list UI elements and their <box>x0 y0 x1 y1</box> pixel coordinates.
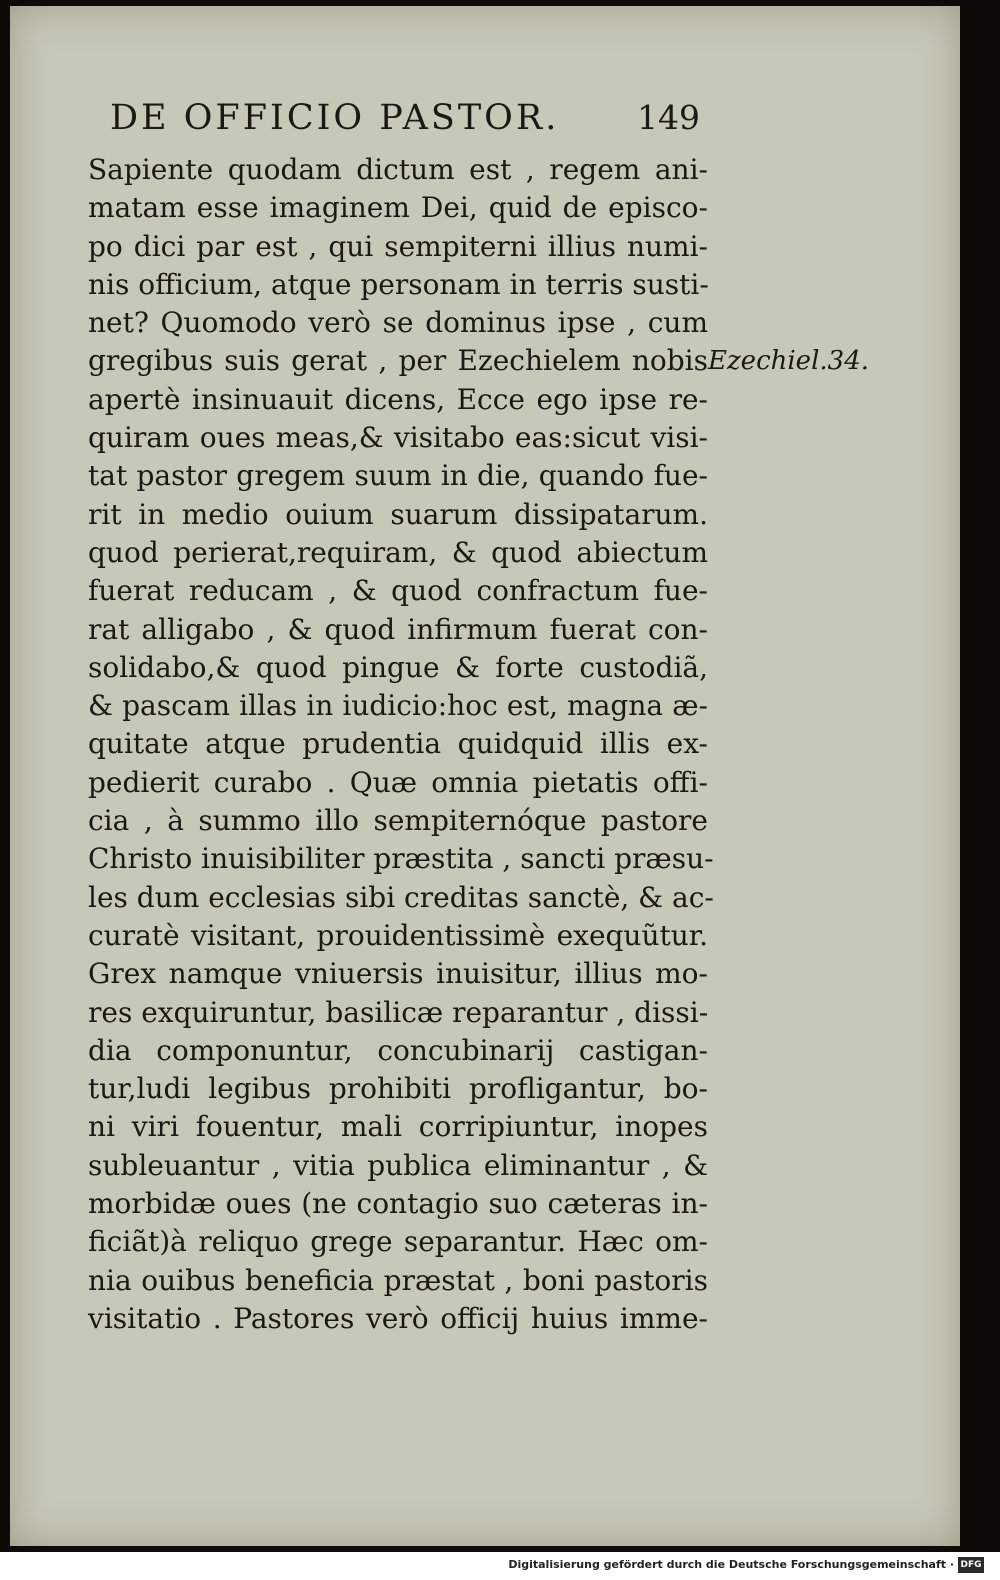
funding-note: Digitalisierung gefördert durch die Deutsche Forschungsgemeinschaft · <box>508 1558 954 1571</box>
text-line: quitate atque prudentia quidquid illis ex- <box>88 727 708 761</box>
text-line: nia ouibus beneficia præstat , boni pastoris <box>88 1263 708 1297</box>
book-page <box>10 6 960 1546</box>
page-number: 149 <box>637 98 700 137</box>
page-header <box>110 98 700 148</box>
text-line: quiram oues meas,& visitabo eas:sicut visi- <box>88 421 708 455</box>
text-line: morbidæ oues (ne contagio suo cæteras in- <box>88 1187 708 1221</box>
text-line: gregibus suis gerat , per Ezechielem nobis <box>88 344 708 378</box>
text-line: tur,ludi legibus prohibiti profligantur, bo- <box>88 1072 708 1106</box>
text-line: & pascam illas in iudicio:hoc est, magna æ- <box>88 689 708 723</box>
text-line: po dici par est , qui sempiterni illius numi- <box>88 229 708 263</box>
text-line: fuerat reducam , & quod confractum fue- <box>88 574 708 608</box>
text-line: net? Quomodo verò se dominus ipse , cum <box>88 306 708 340</box>
text-line: dia componuntur, concubinarij castigan- <box>88 1033 708 1067</box>
text-line: nis officium, atque personam in terris susti- <box>88 267 709 301</box>
footer-bar <box>0 1552 1000 1580</box>
dfg-logo: DFG <box>958 1557 984 1573</box>
body-text <box>88 151 714 1338</box>
running-title: DE OFFICIO PASTOR. <box>110 98 560 138</box>
text-line: ficiãt)à reliquo grege separantur. Hæc om- <box>88 1225 708 1259</box>
text-line: rat alligabo , & quod infirmum fuerat con- <box>88 612 708 646</box>
text-line: visitatio . Pastores verò officij huius imme- <box>88 1301 708 1335</box>
text-line: ni viri fouentur, mali corripiuntur, inopes <box>88 1110 708 1144</box>
text-line: Christo inuisibiliter præstita , sancti præsu- <box>88 842 714 876</box>
text-line: tat pastor gregem suum in die, quando fue- <box>88 459 708 493</box>
text-line: apertè insinuauit dicens, Ecce ego ipse re- <box>88 382 708 416</box>
text-line: curatè visitant, prouidentissimè exequũtur. <box>88 918 708 952</box>
text-line: rit in medio ouium suarum dissipatarum. <box>88 497 708 531</box>
marginal-note: Ezechiel.34. <box>708 346 870 376</box>
text-line: Sapiente quodam dictum est , regem ani- <box>88 153 708 186</box>
text-line: solidabo,& quod pingue & forte custodiã, <box>88 650 708 684</box>
text-line: Grex namque vniuersis inuisitur, illius mo- <box>88 957 708 991</box>
text-line: res exquiruntur, basilicæ reparantur , dissi- <box>88 995 709 1029</box>
text-line: les dum ecclesias sibi creditas sanctè, & ac- <box>88 880 714 914</box>
text-line: matam esse imaginem Dei, quid de episco- <box>88 191 708 225</box>
text-line: quod perierat,requiram, & quod abiectum <box>88 535 708 569</box>
text-line: subleuantur , vitia publica eliminantur , & <box>88 1148 708 1182</box>
text-line: pedierit curabo . Quæ omnia pietatis offi- <box>88 765 708 799</box>
text-line: cia , à summo illo sempiternóque pastore <box>88 804 708 838</box>
